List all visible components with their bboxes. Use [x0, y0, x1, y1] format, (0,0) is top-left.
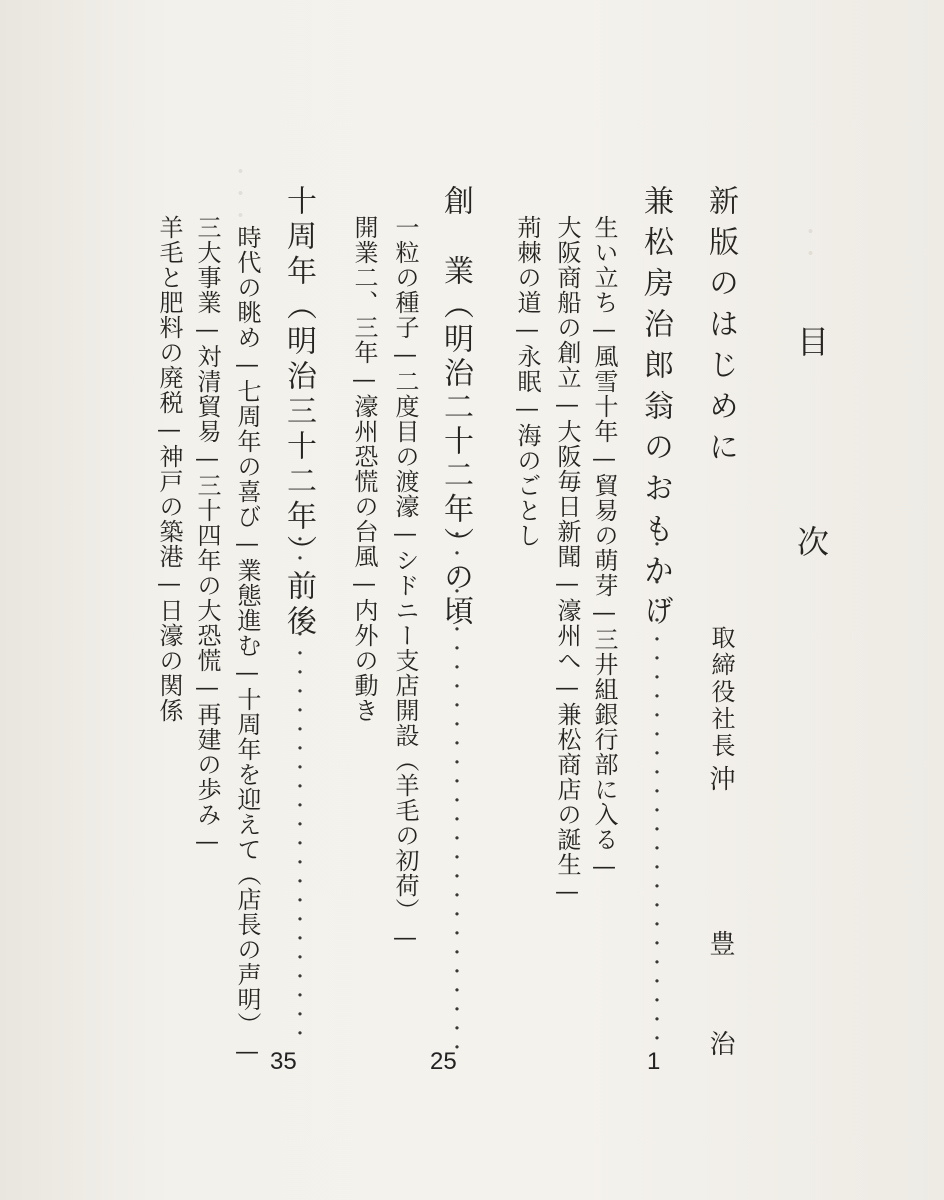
chapter3-heading: 十周年（明治三十二年）前後 [281, 185, 316, 640]
chapter3-leader: ・・・・・・・・・・・・・・・・・・・・・・・・・・・ [288, 530, 309, 1043]
preface-heading: 新版のはじめに [703, 185, 738, 472]
chapter1-sub-1: 生い立ち—風雪十年—貿易の萌芽—三井組銀行部に入る— [590, 215, 618, 881]
preface-byline-role: 取締役社長 [707, 625, 735, 760]
chapter2-leader: ・・・・・・・・・・・・・・・・・・・・・・・・・・・・ [445, 525, 466, 1057]
chapter1-sub-3: 荊棘の道—永眠—海のごとし [513, 215, 541, 548]
chapter3-sub-1: 時代の眺め—七周年の喜び—業態進む—十周年を迎えて（店長の声明）— [233, 225, 261, 1066]
chapter3-sub-3: 羊毛と肥料の廃税—神戸の築港—日濠の関係 [155, 215, 183, 723]
chapter1-page-number: 1 [647, 1048, 661, 1075]
bleed-through-right: ・・ [796, 220, 821, 264]
chapter1-leader: ・・・・・・・・・・・・・・・・・・・・・・・・・・・ [645, 535, 666, 1048]
chapter3-sub-2: 三大事業—対清貿易—三十四年の大恐慌—再建の歩み— [193, 215, 221, 856]
chapter2-page-number: 25 [430, 1048, 457, 1075]
bleed-through-left: ・・・ [226, 160, 251, 226]
chapter2-heading-b: 業（明治二十二年）の頃 [438, 255, 473, 629]
chapter2-heading-a: 創 [438, 185, 473, 226]
toc-title-char2: 次 [792, 525, 830, 557]
chapter1-heading: 兼松房治郎翁のおもかげ [638, 185, 673, 636]
toc-title-char1: 目 [792, 325, 830, 357]
chapter2-sub-2: 開業二、三年—濠州恐慌の台風—内外の動き [350, 215, 378, 723]
chapter3-page-number: 35 [270, 1048, 297, 1075]
preface-byline-name1: 沖 [705, 765, 735, 792]
preface-byline-name3: 治 [705, 1030, 735, 1057]
preface-byline-name2: 豊 [705, 930, 735, 957]
chapter1-sub-2: 大阪商船の創立—大阪毎日新聞—濠州へ—兼松商店の誕生— [553, 215, 581, 906]
chapter2-sub-1: 一粒の種子—二度目の渡濠—シドニー支店開設（羊毛の初荷）— [391, 215, 419, 952]
